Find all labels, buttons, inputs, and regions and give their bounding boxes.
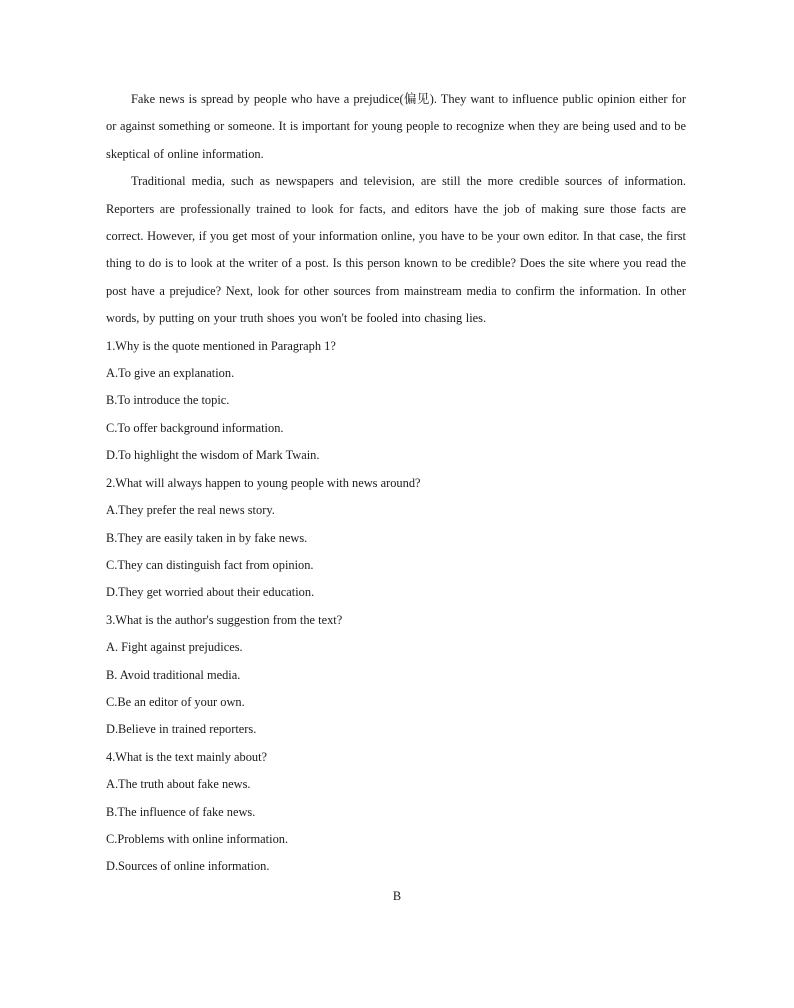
question-option: A.The truth about fake news. bbox=[106, 777, 251, 792]
question-option: B.They are easily taken in by fake news. bbox=[106, 530, 308, 545]
question-stem: 3.What is the author's suggestion from the text? bbox=[106, 612, 343, 627]
question-option: D.To highlight the wisdom of Mark Twain. bbox=[106, 448, 320, 463]
question-option: B. Avoid traditional media. bbox=[106, 667, 241, 682]
passage-paragraph-2: Traditional media, such as newspapers and television, are still the more credible sources of information. Reporters are professionally trained to look for facts, and editors have the job of making sure those facts are correct. However, if you get most of your information online, you have to be your own editor. In that case, the first thing to do is to look at the writer of a post. Is this person known to be credible? Does the site where you read the post have a prejudice? Next, look for other sources from mainstream media to confirm the information. In other words, by putting on your truth shoes you won't be fooled into chasing lies. bbox=[106, 174, 686, 326]
question-option: D.Believe in trained reporters. bbox=[106, 722, 257, 737]
question-list bbox=[106, 333, 686, 881]
question-option: B.To introduce the topic. bbox=[106, 393, 230, 408]
document-body bbox=[106, 86, 686, 881]
question-option: C.Problems with online information. bbox=[106, 831, 289, 846]
question-option: D.Sources of online information. bbox=[106, 859, 270, 874]
question-option: A.They prefer the real news story. bbox=[106, 503, 275, 518]
question-option: A.To give an explanation. bbox=[106, 366, 235, 381]
section-heading: B bbox=[392, 889, 402, 903]
question-option: C.To offer background information. bbox=[106, 420, 284, 435]
question-stem: 2.What will always happen to young people with news around? bbox=[106, 475, 421, 490]
question-option: C.Be an editor of your own. bbox=[106, 694, 245, 709]
question-option: A. Fight against prejudices. bbox=[106, 640, 243, 655]
passage-paragraph-1: Fake news is spread by people who have a prejudice(偏见). They want to influence public opinion either for or against something or someone. It is important for young people to recognize when they are being used and to be skeptical of online information. bbox=[106, 92, 686, 161]
question-option: C.They can distinguish fact from opinion. bbox=[106, 557, 314, 572]
question-option: D.They get worried about their education. bbox=[106, 585, 315, 600]
question-option: B.The influence of fake news. bbox=[106, 804, 256, 819]
question-stem: 1.Why is the quote mentioned in Paragraph 1? bbox=[106, 338, 336, 353]
question-stem: 4.What is the text mainly about? bbox=[106, 749, 268, 764]
